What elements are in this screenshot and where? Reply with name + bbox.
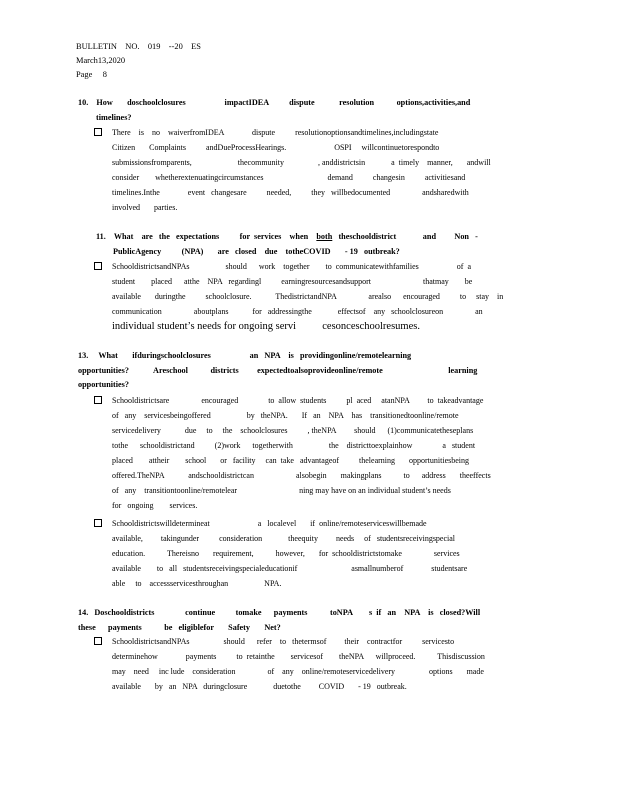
- answer-line: student placed atthe NPA regardingl earningresourcesandsupport thatmay be: [112, 277, 473, 286]
- bullet-box-icon: [94, 519, 102, 527]
- question-line: 10. How doschoolclosures impactIDEA dispute resolution options,activities,and: [78, 98, 471, 107]
- bulletin-header: [76, 40, 201, 82]
- question-line: opportunities?: [78, 380, 129, 390]
- bulletin-number: BULLETIN NO. 019 --20 ES: [76, 42, 201, 51]
- answer-line: available, takingunder consideration theequity needs of studentsreceivingspecial: [112, 534, 456, 543]
- bullet-box-icon: [94, 396, 102, 404]
- answer-line: education. Thereisno requirement, however, for schooldistrictstomake services: [112, 549, 460, 558]
- answer-line: Schooldistrictsare encouraged to allow students pl aced atanNPA to takeadvantage: [112, 396, 484, 405]
- question-line: 14. Doschooldistricts continue tomake payments toNPA s if an NPA is closed?Will: [78, 608, 481, 617]
- bullet-box-icon: [94, 637, 102, 645]
- answer-line: consider whetherextenuatingcircumstances demand changesin activitiesand: [112, 173, 466, 182]
- answer-line: of any servicesbeingoffered by theNPA. If an NPA has transitionedtoonline/remote: [112, 411, 459, 420]
- question-line: 13. What ifduringschoolclosures an NPA is providingonline/remotelearning: [78, 351, 412, 360]
- question-line: 11. What are the expectations for services when both theschooldistrict and Non -: [96, 232, 478, 241]
- answer-line: Citizen Complaints andDueProcessHearings. OSPI willcontinuetorespondto: [112, 143, 440, 152]
- answer-line: communication aboutplans for addressingthe effectsof any schoolclosureon an: [112, 307, 483, 316]
- question-line: these payments be eligiblefor Safety Net?: [78, 622, 281, 632]
- underlined-word: both: [316, 232, 333, 241]
- answer-line: servicedelivery due to the schoolclosures , theNPA should (1)communicatetheseplans: [112, 426, 474, 435]
- question-13: [78, 349, 477, 393]
- answer-line: available to all studentsreceivingspecialeducationif asmallnumberof studentsare: [112, 564, 468, 573]
- answer-line: available duringthe schoolclosure. ThedistrictandNPA arealso encouraged to stay in: [112, 292, 504, 301]
- answer-line: may need inc lude consideration of any online/remoteservicedelivery options made: [112, 667, 484, 676]
- answer-line: submissionsfromparents, thecommunity , anddistrictsin a timely manner, andwill: [112, 158, 491, 167]
- answer-line: timelines.Inthe event changesare needed, they willbedocumented andsharedwith: [112, 188, 469, 197]
- bullet-box-icon: [94, 128, 102, 136]
- answer-13-bullet-1: [112, 393, 491, 513]
- answer-line: available by an NPA duringclosure duetothe COVID - 19 outbreak.: [112, 682, 407, 691]
- answer-14-bullet: [112, 634, 485, 694]
- question-14: [78, 606, 480, 635]
- question-line: opportunities? Areschool districts expectedtoalsoprovideonline/remote learning: [78, 365, 478, 375]
- answer-line: tothe schooldistrictand (2)work togetherwith the districttoexplainhow a student: [112, 441, 476, 450]
- answer-line: SchooldistrictsandNPAs should refer to thetermsof their contractfor servicesto: [112, 637, 455, 646]
- answer-line: SchooldistrictsandNPAs should work together to communicatewithfamilies of a: [112, 262, 471, 271]
- question-line: PublicAgency (NPA) are closed due totheCOVID - 19 outbreak?: [113, 246, 400, 256]
- answer-10-bullet: [112, 125, 491, 215]
- bulletin-date: March13,2020: [76, 56, 126, 65]
- answer-line: involved parties.: [112, 203, 178, 212]
- answer-line: for ongoing services.: [112, 501, 198, 510]
- answer-line: determinehow payments to retainthe servicesof theNPA willproceed. Thisdiscussion: [112, 652, 485, 661]
- answer-line: offered.TheNPA andschooldistrictcan alsobegin makingplans to address theeffects: [112, 471, 491, 480]
- answer-11-bullet: [112, 259, 503, 334]
- question-line: timelines?: [96, 112, 132, 122]
- answer-line: able to accessservicesthroughan NPA.: [112, 579, 282, 588]
- answer-line: of any transitiontoonline/remotelear ning may have on an individual student’s needs: [112, 486, 451, 495]
- page-number: Page 8: [76, 70, 107, 79]
- answer-line: There is no waiverfromIDEA dispute resolutionoptionsandtimelines,includingstate: [112, 128, 439, 137]
- answer-line: placed attheir school or facility can take advantageof thelearning opportunitiesbeing: [112, 456, 470, 465]
- answer-13-bullet-2: [112, 516, 467, 591]
- question-11: [96, 230, 478, 259]
- question-10: [78, 96, 470, 125]
- bullet-box-icon: [94, 262, 102, 270]
- answer-line: individual student’s needs for ongoing servi cesonceschoolresumes.: [112, 321, 420, 332]
- answer-line: Schooldistrictswilldetermineat a localevel if online/remoteserviceswillbemade: [112, 519, 427, 528]
